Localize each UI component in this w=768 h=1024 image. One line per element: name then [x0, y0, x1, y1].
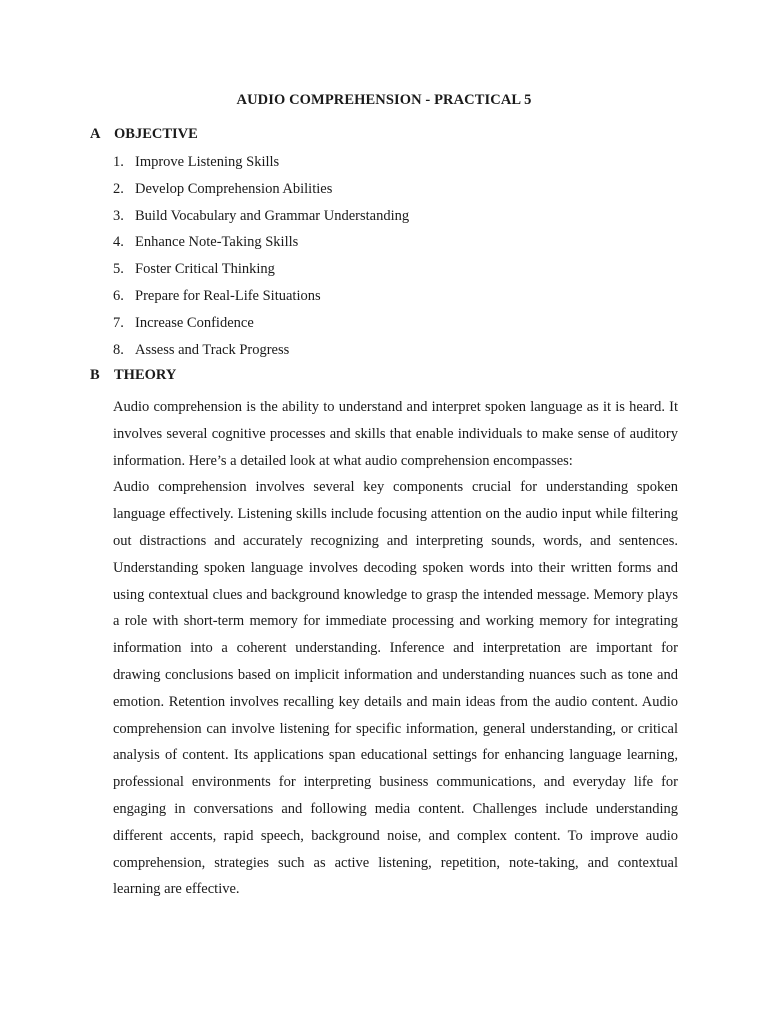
list-item-text: Assess and Track Progress [135, 341, 290, 358]
list-item [113, 207, 409, 234]
theory-heading [90, 367, 176, 384]
theory-section-letter: B [90, 367, 100, 383]
list-item-number: 6. [113, 287, 124, 304]
list-item-number: 8. [113, 341, 124, 358]
list-item-text: Develop Comprehension Abilities [135, 180, 333, 197]
list-item-number: 4. [113, 234, 124, 251]
list-item [113, 314, 409, 341]
list-item-number: 3. [113, 207, 124, 224]
theory-paragraph-intro: Audio comprehension is the ability to understand and interpret spoken language as it is heard. It involves several cognitive processes and skills that enable individuals to make sense of auditory information. Here’s a detailed look at what audio comprehension encompasses: [113, 399, 678, 469]
list-item-number: 2. [113, 180, 124, 197]
list-item [113, 341, 409, 368]
objective-list [113, 153, 409, 367]
list-item [113, 233, 409, 260]
list-item-number: 7. [113, 314, 124, 331]
document-title: AUDIO COMPREHENSION - PRACTICAL 5 [236, 92, 532, 108]
list-item-number: 5. [113, 261, 124, 278]
objective-heading [90, 126, 198, 143]
list-item-number: 1. [113, 154, 124, 170]
list-item [113, 260, 409, 287]
theory-heading-text: THEORY [114, 367, 177, 383]
objective-heading-text: OBJECTIVE [114, 126, 198, 142]
list-item [113, 153, 409, 180]
theory-body [113, 394, 678, 903]
list-item-text: Increase Confidence [135, 314, 254, 331]
list-item-text: Improve Listening Skills [135, 154, 280, 170]
list-item [113, 180, 409, 207]
objective-section-letter: A [90, 126, 101, 142]
list-item-text: Build Vocabulary and Grammar Understanding [135, 207, 410, 224]
list-item-text: Foster Critical Thinking [135, 261, 275, 278]
list-item-text: Prepare for Real-Life Situations [135, 287, 321, 304]
list-item-text: Enhance Note-Taking Skills [135, 234, 299, 251]
theory-paragraph-components: Audio comprehension involves several key components crucial for understanding spoken language effectively. Listening skills include focusing attention on the audio input while filtering out distractions and accurately recognizing and interpreting sounds, words, and sentences. Understanding spoken language involves decoding spoken words into their written forms and using contextual clues and background knowledge to grasp the intended message. Memory plays a role with short-term memory for immediate processing and working memory for integrating information into a coherent understanding. Inference and interpretation are important for drawing conclusions based on implicit information and understanding nuances such as tone and emotion. Retention involves recalling key details and main ideas from the audio content. Audio comprehension can involve listening for specific information, general understanding, or critical analysis of content. Its applications span educational settings for enhancing language learning, professional environments for interpreting business communications, and everyday life for engaging in conversations and following media content. Challenges include understanding different accents, rapid speech, background noise, and complex content. To improve audio comprehension, strategies such as active listening, repetition, note-taking, and contextual learning are effective. [113, 479, 678, 898]
list-item [113, 287, 409, 314]
